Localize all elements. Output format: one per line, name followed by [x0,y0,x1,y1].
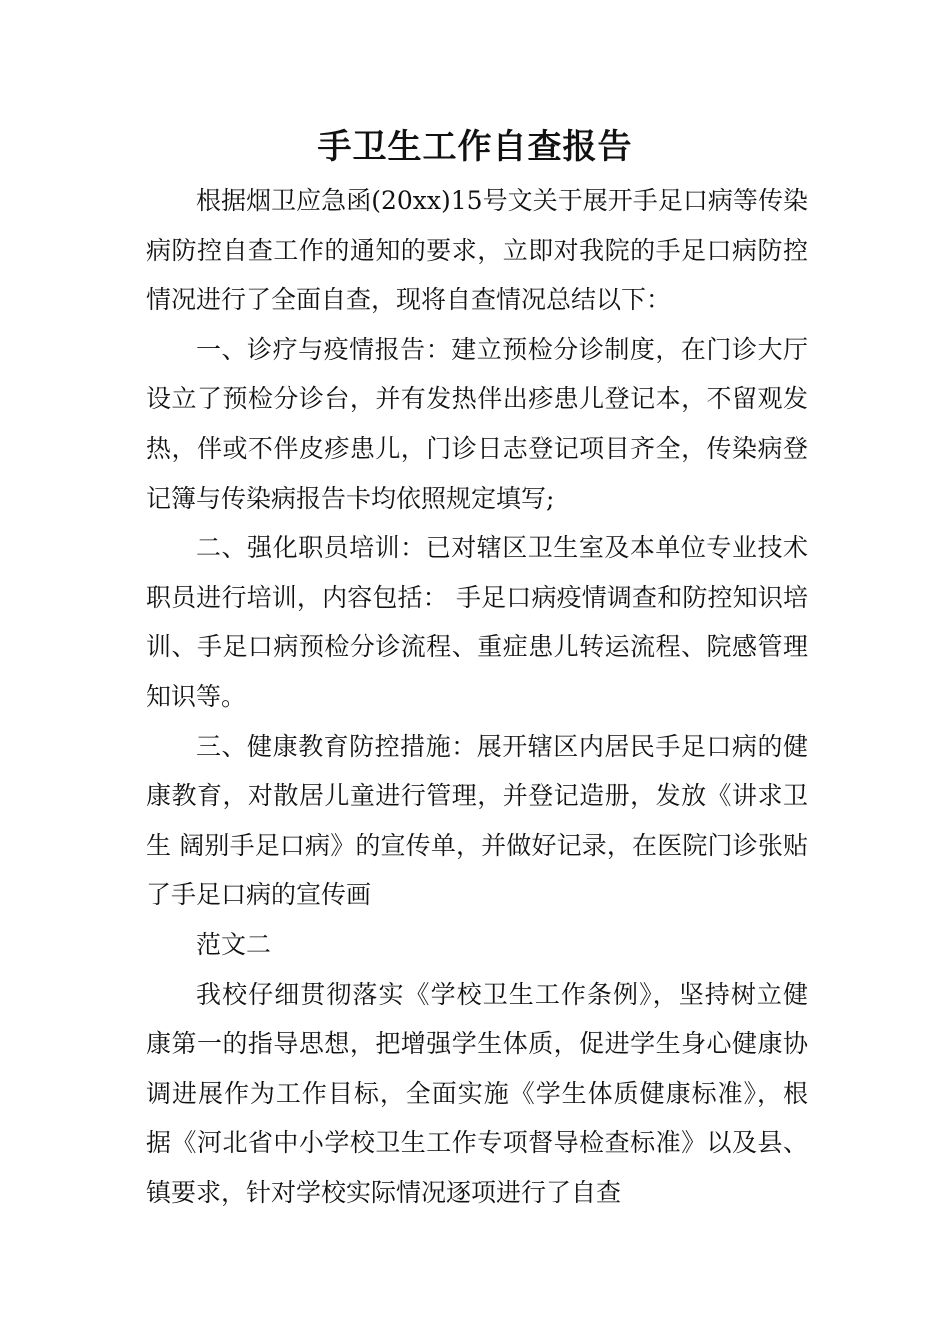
paragraph-section-3: 三、健康教育防控措施：展开辖区内居民手足口病的健康教育，对散居儿童进行管理，并登记造册，发放《讲求卫生 阔别手足口病》的宣传单，并做好记录，在医院门诊张贴了手足口病的宣传画 [146,731,808,910]
paragraph-intro: 根据烟卫应急函(20xx)15号文关于展开手足口病等传染病防控自查工作的通知的要求，立即对我院的手足口病防控情况进行了全面自查，现将自查情况总结以下： [146,186,808,315]
document-body [146,176,808,1217]
paragraph-section-1: 一、诊疗与疫情报告：建立预检分诊制度，在门诊大厅设立了预检分诊台，并有发热伴出疹患儿登记本，不留观发热，伴或不伴皮疹患儿，门诊日志登记项目齐全，传染病登记簿与传染病报告卡均依照规定填写; [146,334,808,513]
sample-heading: 范文二 [196,929,272,959]
paragraph-section-2: 二、强化职员培训：已对辖区卫生室及本单位专业技术职员进行培训，内容包括： 手足口病疫情调查和防控知识培训、手足口病预检分诊流程、重症患儿转运流程、院感管理知识等。 [146,533,808,711]
document-title: 手卫生工作自查报告 [317,127,633,167]
paragraph-sample-2: 我校仔细贯彻落实《学校卫生工作条例》，坚持树立健康第一的指导思想，把增强学生体质，促进学生身心健康协调进展作为工作目标，全面实施《学生体质健康标准》，根据《河北省中小学校卫生工作专项督导检查标准》以及县、镇要求，针对学校实际情况逐项进行了自查 [146,979,808,1207]
